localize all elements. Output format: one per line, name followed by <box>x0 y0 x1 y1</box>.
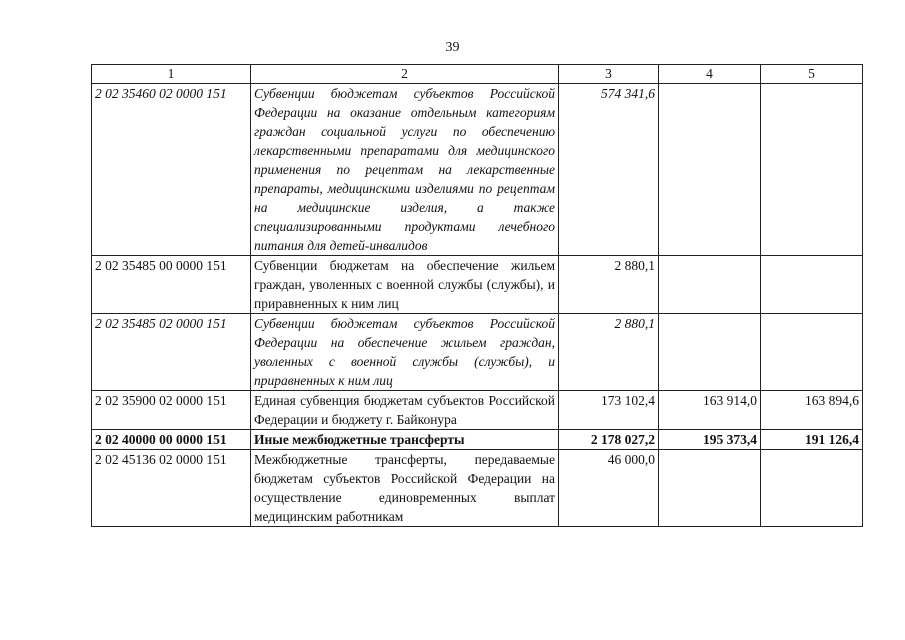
header-col-2: 2 <box>251 65 559 84</box>
row-code: 2 02 35485 00 0000 151 <box>92 256 251 314</box>
row-amount-col4 <box>659 84 761 256</box>
row-amount-col5 <box>761 84 863 256</box>
row-code: 2 02 45136 02 0000 151 <box>92 450 251 527</box>
table-row-total <box>92 430 863 450</box>
row-amount-col3: 2 880,1 <box>559 314 659 391</box>
budget-table <box>91 64 863 527</box>
row-amount-col4 <box>659 450 761 527</box>
row-name: Субвенции бюджетам субъектов Российской Федерации на обеспечение жильем граждан, уволенных с военной службы (службы), и приравненных к ним лиц <box>251 314 559 391</box>
row-amount-col5 <box>761 314 863 391</box>
row-code: 2 02 40000 00 0000 151 <box>92 430 251 450</box>
page-number: 39 <box>445 40 460 55</box>
row-code: 2 02 35900 02 0000 151 <box>92 391 251 430</box>
row-name: Субвенции бюджетам на обеспечение жильем граждан, уволенных с военной службы (службы), и приравненных к ним лиц <box>251 256 559 314</box>
row-code: 2 02 35460 02 0000 151 <box>92 84 251 256</box>
table-row <box>92 314 863 391</box>
row-amount-col3: 2 880,1 <box>559 256 659 314</box>
row-amount-col4 <box>659 314 761 391</box>
table-row <box>92 256 863 314</box>
row-amount-col3: 173 102,4 <box>559 391 659 430</box>
header-row <box>92 65 863 84</box>
row-code: 2 02 35485 02 0000 151 <box>92 314 251 391</box>
row-name: Единая субвенция бюджетам субъектов Российской Федерации и бюджету г. Байконура <box>251 391 559 430</box>
row-amount-col4: 163 914,0 <box>659 391 761 430</box>
header-col-3: 3 <box>559 65 659 84</box>
row-amount-col3: 2 178 027,2 <box>559 430 659 450</box>
header-col-4: 4 <box>659 65 761 84</box>
header-col-1: 1 <box>92 65 251 84</box>
row-amount-col5 <box>761 450 863 527</box>
row-amount-col5: 163 894,6 <box>761 391 863 430</box>
row-amount-col4 <box>659 256 761 314</box>
table-row <box>92 450 863 527</box>
table-row <box>92 84 863 256</box>
row-name: Субвенции бюджетам субъектов Российской Федерации на оказание отдельным категориям граждан социальной услуги по обеспечению лекарственными препаратами для медицинского применения по рецептам на лекарственные препараты, медицинскими изделиями по рецептам на медицинские изделия, а также специализированными продуктами лечебного питания для детей-инвалидов <box>251 84 559 256</box>
row-amount-col5: 191 126,4 <box>761 430 863 450</box>
row-amount-col4: 195 373,4 <box>659 430 761 450</box>
row-amount-col3: 574 341,6 <box>559 84 659 256</box>
row-name: Межбюджетные трансферты, передаваемые бюджетам субъектов Российской Федерации на осуществление единовременных выплат медицинским работникам <box>251 450 559 527</box>
table-row <box>92 391 863 430</box>
row-amount-col3: 46 000,0 <box>559 450 659 527</box>
header-col-5: 5 <box>761 65 863 84</box>
row-amount-col5 <box>761 256 863 314</box>
row-name: Иные межбюджетные трансферты <box>251 430 559 450</box>
